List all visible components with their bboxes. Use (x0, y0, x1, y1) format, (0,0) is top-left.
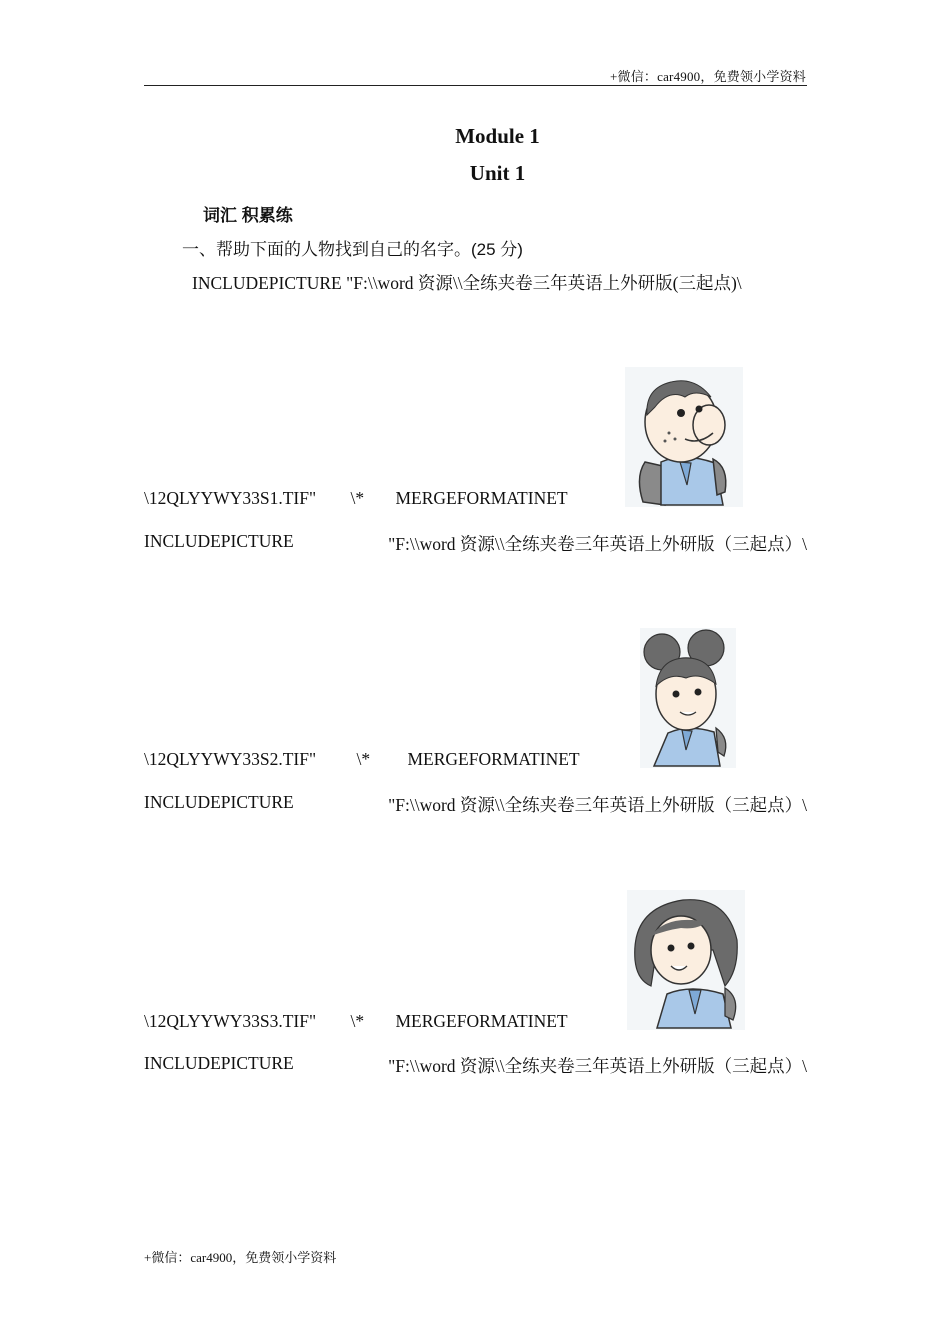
merge-format-1: MERGEFORMATINET (395, 488, 568, 508)
merge-row-2 (144, 749, 580, 770)
module-title: Module 1 (455, 124, 540, 148)
page-header: +微信：car4900，免费领小学资料 (609, 69, 806, 84)
unit-title: Unit 1 (469, 161, 526, 185)
file-name-1: \12QLYYWY33S1.TIF" (144, 488, 317, 508)
merge-row-1 (144, 488, 568, 509)
include-line-3 (144, 792, 807, 817)
switch-2: \* (356, 749, 371, 769)
question-1: 一、帮助下面的人物找到自己的名字。(25 分) (182, 240, 523, 259)
switch-3: \* (350, 1011, 365, 1031)
file-name-3: \12QLYYWY33S3.TIF" (144, 1011, 317, 1031)
include-line-4 (144, 1053, 807, 1078)
include-keyword: INCLUDEPICTURE (144, 1053, 294, 1073)
include-keyword: INCLUDEPICTURE (144, 792, 294, 812)
page-footer: +微信：car4900，免费领小学资料 (144, 1250, 337, 1265)
merge-format-3: MERGEFORMATINET (395, 1011, 568, 1031)
girl-with-buns-icon (640, 628, 736, 768)
girl-with-bob-hair-icon (627, 890, 745, 1030)
include-path: "F:\\word 资源\\全练夹卷三年英语上外研版（三起点）\ (388, 795, 807, 815)
merge-format-2: MERGEFORMATINET (407, 749, 580, 769)
include-keyword: INCLUDEPICTURE (144, 531, 294, 551)
header-rule (144, 85, 807, 86)
include-path: "F:\\word 资源\\全练夹卷三年英语上外研版（三起点）\ (388, 1056, 807, 1076)
switch-1: \* (350, 488, 365, 508)
file-name-2: \12QLYYWY33S2.TIF" (144, 749, 317, 769)
include-line-2 (144, 531, 807, 556)
include-line-1: INCLUDEPICTURE "F:\\word 资源\\全练夹卷三年英语上外研版(三起点)\ (192, 273, 742, 293)
include-path: "F:\\word 资源\\全练夹卷三年英语上外研版（三起点）\ (388, 534, 807, 554)
boy-with-backpack-icon (625, 367, 743, 507)
merge-row-3 (144, 1011, 568, 1032)
section-label: 词汇 积累练 (203, 206, 293, 225)
